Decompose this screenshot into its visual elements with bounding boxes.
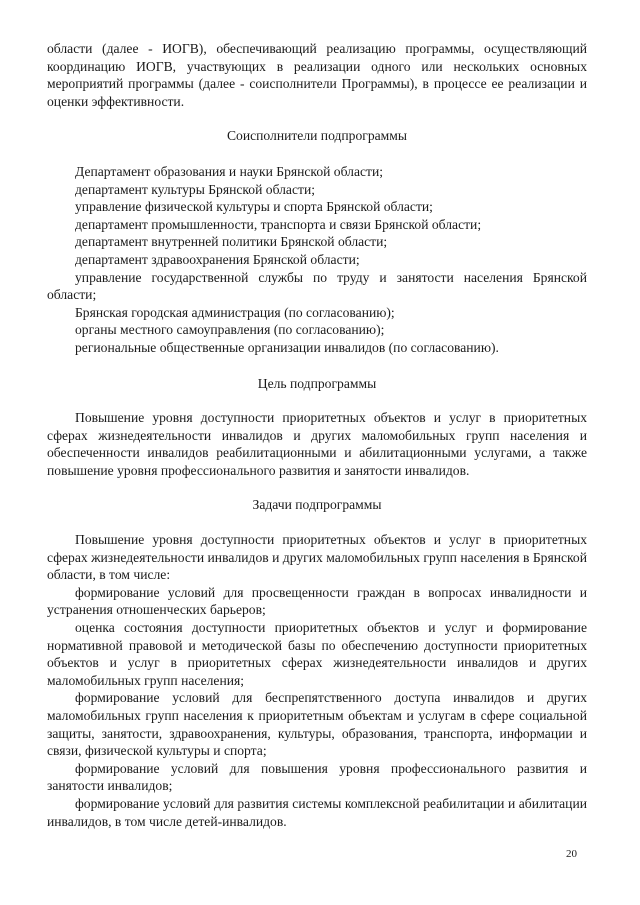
list-item: управление государственной службы по труду и занятости населения Брянской области; [47,269,587,303]
list-item: органы местного самоуправления (по согласованию); [75,322,385,338]
tasks-heading: Задачи подпрограммы [252,497,382,513]
goal-heading: Цель подпрограммы [257,375,377,391]
task-paragraph: оценка состояния доступности приоритетных объектов и услуг и формирование нормативной правовой и методической базы по обеспечению доступности приоритетных объектов и услуг в приоритетных сферах жизнедеятельности инвалидов и других маломобильных групп населения; [47,620,587,688]
list-item: Департамент образования и науки Брянской области; [75,163,384,179]
coexecutors-heading: Соисполнители подпрограммы [226,128,408,144]
list-item: департамент здравоохранения Брянской области; [75,251,360,267]
list-item: департамент промышленности, транспорта и связи Брянской области; [75,216,482,232]
goal-paragraph: Повышение уровня доступности приоритетных объектов и услуг в приоритетных сферах жизнедеятельности инвалидов и других маломобильных групп населения и обеспеченности инвалидов реабилитационными и абилитационными услугами, а также повышение уровня профессионального развития и занятости инвалидов. [47,410,587,478]
coexecutors-list [47,163,587,357]
task-paragraph: Повышение уровня доступности приоритетных объектов и услуг в приоритетных сферах жизнедеятельности инвалидов и других маломобильных групп населения в Брянской области, в том числе: [47,532,587,583]
task-paragraph: формирование условий для просвещенности граждан в вопросах инвалидности и устранения отношенческих барьеров; [47,584,587,618]
task-paragraph: формирование условий для беспрепятственного доступа инвалидов и других маломобильных групп населения к приоритетным объектам и услугам в сфере социальной защиты, занятости, здравоохранения, культуры, образования, транспорта, информации и связи, физической культуры и спорта; [47,690,587,759]
task-paragraph: формирование условий для развития системы комплексной реабилитации и абилитации инвалидов, в том числе детей-инвалидов. [47,795,587,829]
list-item: управление физической культуры и спорта Брянской области; [75,199,433,215]
list-item: департамент культуры Брянской области; [75,181,315,197]
intro-paragraph: области (далее - ИОГВ), обеспечивающий реализацию программы, осуществляющий координацию ИОГВ, участвующих в реализации одного или нескольких основных мероприятий программы (далее - соисполнители Программы), в процессе ее реализации и оценки эффективности. [47,41,587,109]
page-number: 20 [566,848,577,860]
tasks-list [47,531,587,830]
list-item: Брянская городская администрация (по согласованию); [75,304,395,320]
list-item: региональные общественные организации инвалидов (по согласованию). [75,339,499,355]
list-item: департамент внутренней политики Брянской области; [75,234,388,250]
document-page [47,40,587,830]
task-paragraph: формирование условий для повышения уровня профессионального развития и занятости инвалидов; [47,760,587,794]
